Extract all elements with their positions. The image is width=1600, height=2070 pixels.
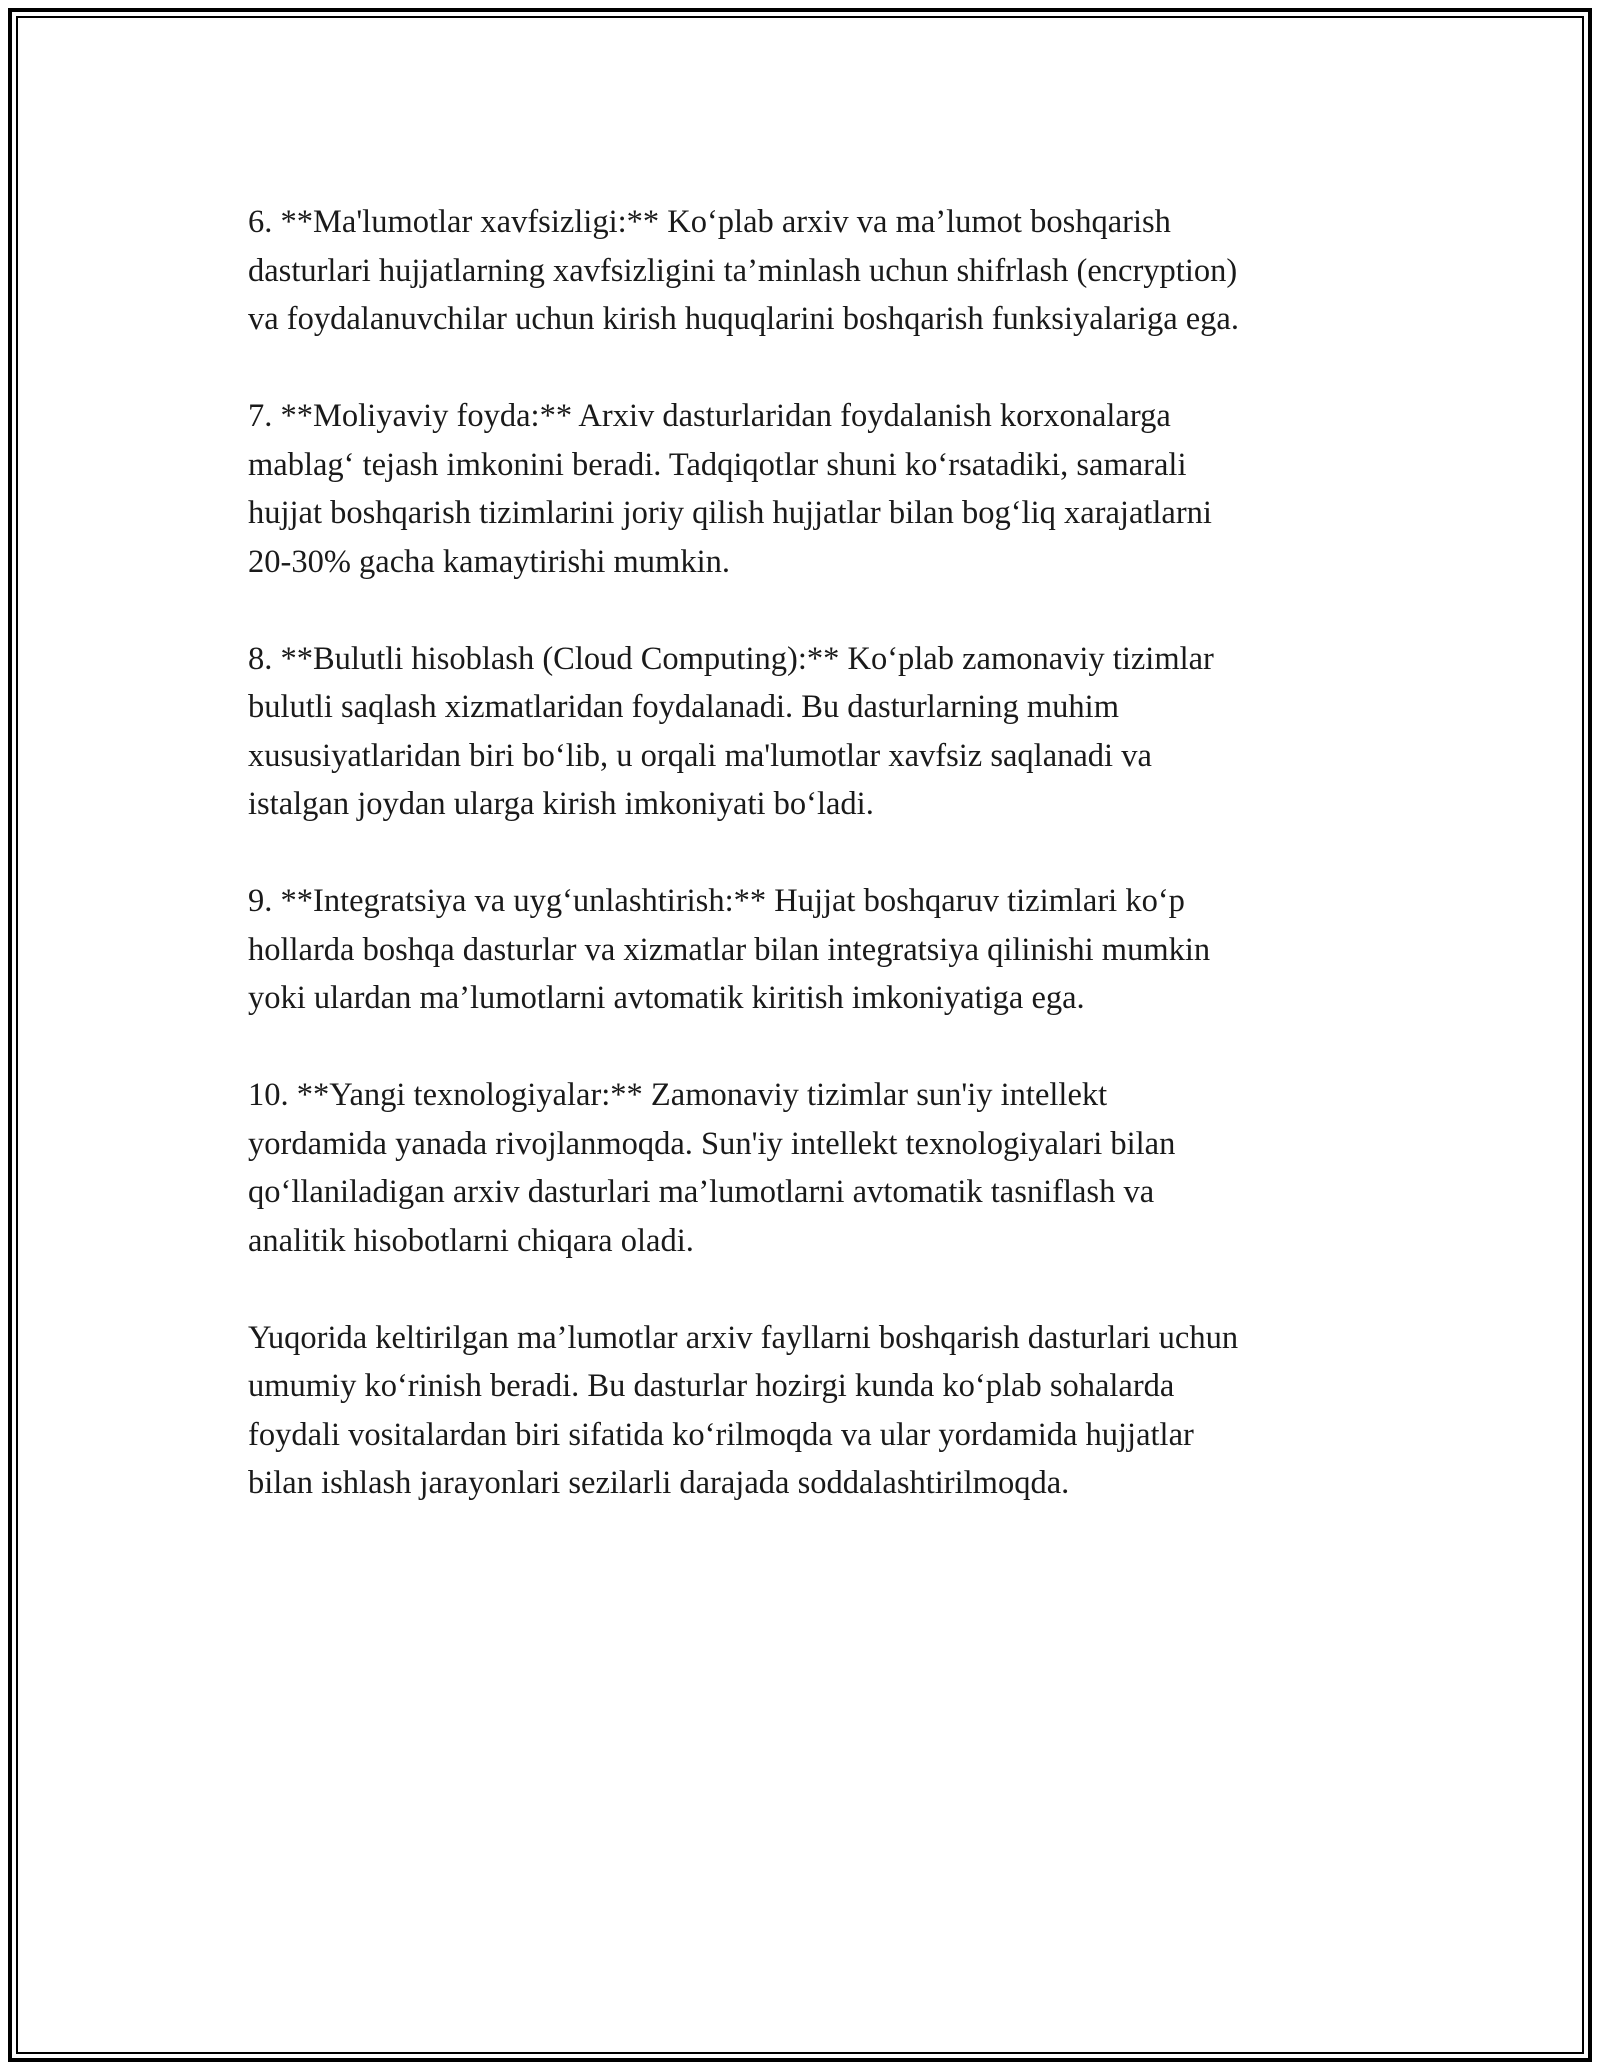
- text-line: 7. **Moliyaviy foyda:** Arxiv dasturlaridan foydalanish korxonalarga: [248, 398, 1171, 434]
- text-line: yoki ulardan ma’lumotlarni avtomatik kiritish imkoniyatiga ega.: [248, 980, 1085, 1016]
- paragraph-data-security: [248, 198, 1388, 344]
- text-line: foydali vositalardan biri sifatida ko‘rilmoqda va ular yordamida hujjatlar: [248, 1416, 1194, 1453]
- paragraph-cloud-computing: [248, 635, 1388, 829]
- text-line: mablag‘ tejash imkonini beradi. Tadqiqotlar shuni ko‘rsatadiki, samarali: [248, 446, 1187, 483]
- text-line: 10. **Yangi texnologiyalar:** Zamonaviy tizimlar sun'iy intellekt: [248, 1077, 1108, 1113]
- paragraph-conclusion: [248, 1314, 1388, 1508]
- text-line: Yuqorida keltirilgan ma’lumotlar arxiv fayllarni boshqarish dasturlari uchun: [248, 1319, 1239, 1356]
- paragraph-new-technologies: [248, 1071, 1388, 1265]
- text-line: bilan ishlash jarayonlari sezilarli darajada soddalashtirilmoqda.: [248, 1465, 1070, 1501]
- paragraph-integration: [248, 877, 1388, 1023]
- text-line: yordamida yanada rivojlanmoqda. Sun'iy intellekt texnologiyalari bilan: [248, 1125, 1176, 1162]
- page-frame: [8, 8, 1592, 2062]
- text-line: 20-30% gacha kamaytirishi mumkin.: [248, 543, 730, 580]
- text-line: 9. **Integratsiya va uyg‘unlashtirish:** Hujjat boshqaruv tizimlari ko‘p: [248, 883, 1185, 919]
- text-line: xususiyatlaridan biri bo‘lib, u orqali ma'lumotlar xavfsiz saqlanadi va: [248, 737, 1152, 774]
- text-line: hollarda boshqa dasturlar va xizmatlar bilan integratsiya qilinishi mumkin: [248, 931, 1211, 968]
- text-line: 8. **Bulutli hisoblash (Cloud Computing):** Ko‘plab zamonaviy tizimlar: [248, 640, 1214, 677]
- text-line: 6. **Ma'lumotlar xavfsizligi:** Ko‘plab arxiv va ma’lumot boshqarish: [248, 204, 1171, 240]
- text-line: va foydalanuvchilar uchun kirish huquqlarini boshqarish funksiyalariga ega.: [248, 301, 1239, 337]
- text-line: qo‘llaniladigan arxiv dasturlari ma’lumotlarni avtomatik tasniflash va: [248, 1174, 1155, 1210]
- text-line: istalgan joydan ularga kirish imkoniyati bo‘ladi.: [248, 786, 874, 822]
- text-line: analitik hisobotlarni chiqara oladi.: [248, 1222, 694, 1259]
- text-line: hujjat boshqarish tizimlarini joriy qilish hujjatlar bilan bog‘liq xarajatlarni: [248, 495, 1212, 531]
- text-line: dasturlari hujjatlarning xavfsizligini ta’minlash uchun shifrlash (encryption): [248, 252, 1238, 289]
- paragraph-financial-benefit: [248, 392, 1388, 586]
- text-line: umumiy ko‘rinish beradi. Bu dasturlar hozirgi kunda ko‘plab sohalarda: [248, 1368, 1175, 1404]
- text-line: bulutli saqlash xizmatlaridan foydalanadi. Bu dasturlarning muhim: [248, 689, 1119, 725]
- document-body: [248, 198, 1388, 1556]
